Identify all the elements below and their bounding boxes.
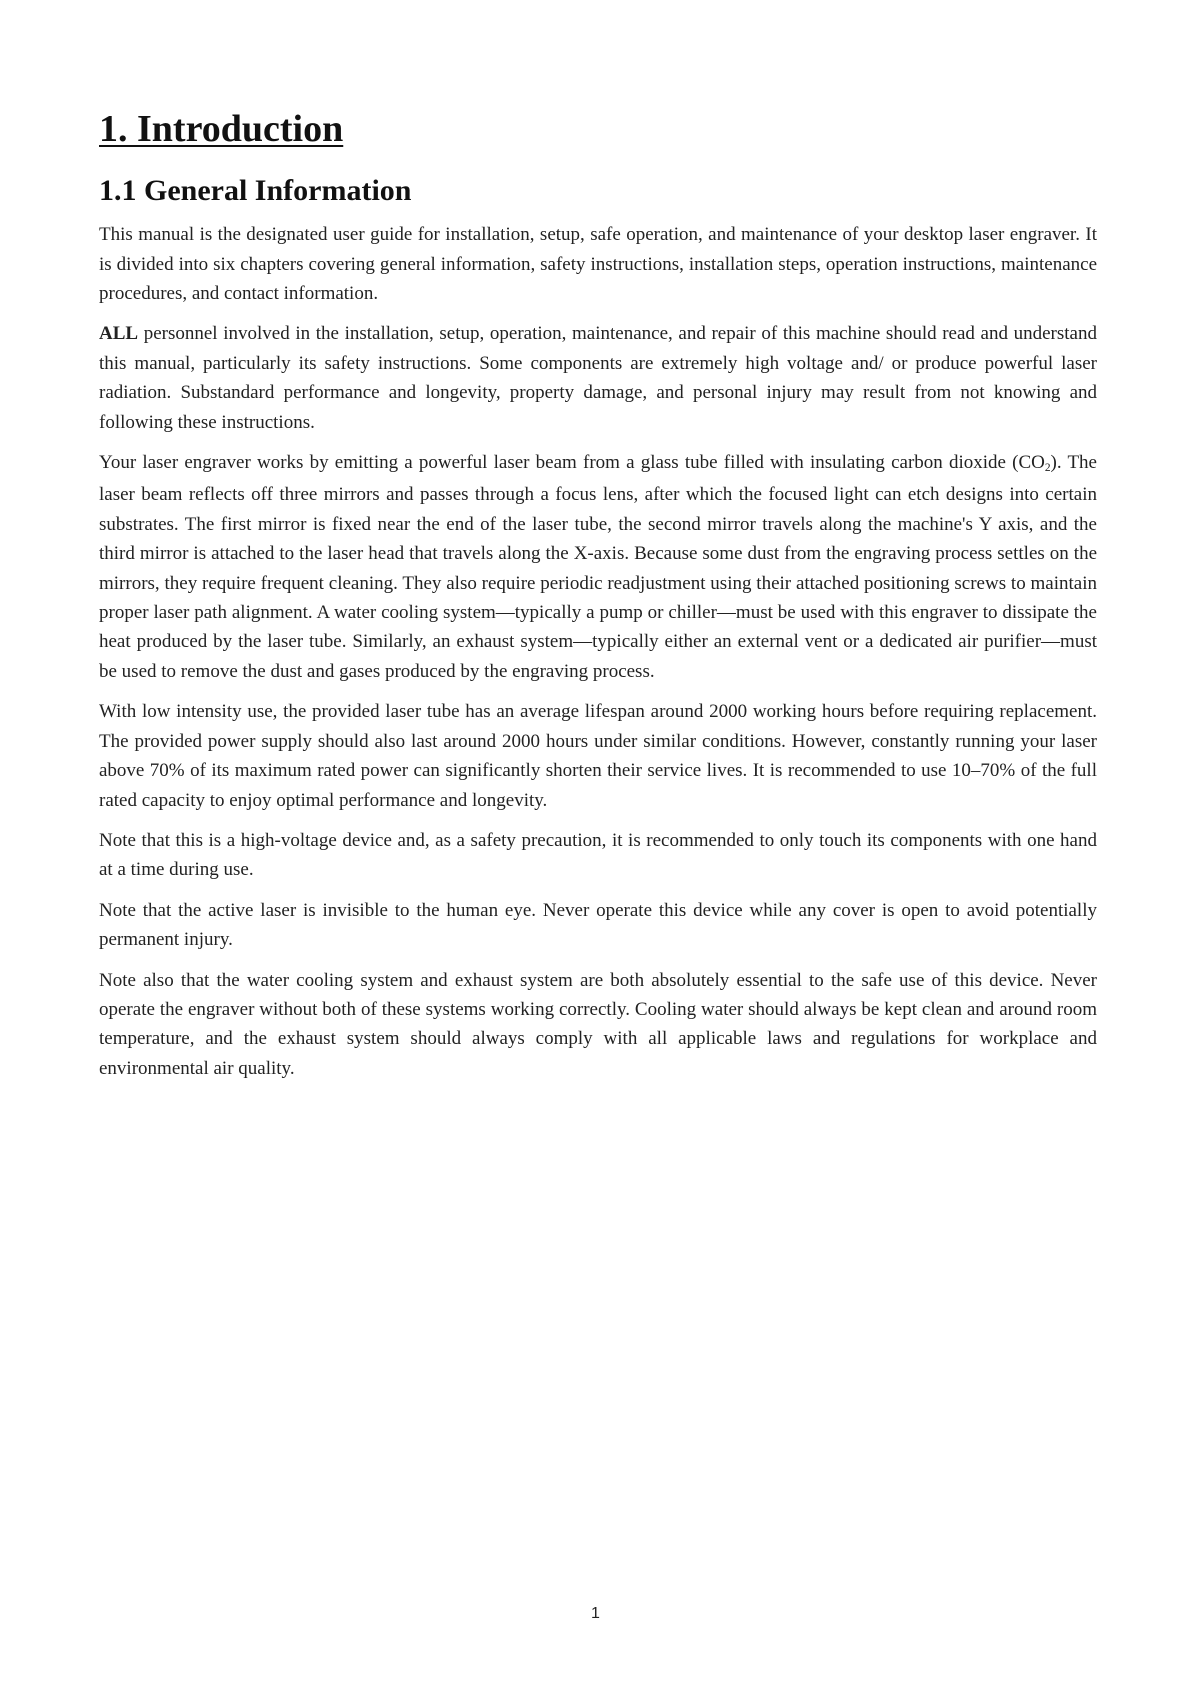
paragraph-personnel-text: personnel involved in the installation, setup, operation, maintenance, and repair of this machine should read and understand this manual, particularly its safety instructions. Some components are extremely high voltage and/ or produce powerful laser radiation. Substandard performance and longevity, property damage, and personal injury may result from not knowing and following these instructions. (99, 323, 1097, 433)
paragraph-personnel (99, 319, 1097, 437)
paragraph-note-high-voltage: Note that this is a high-voltage device and, as a safety precaution, it is recommended to only touch its components with one hand at a time during use. (99, 829, 1097, 881)
paragraph-note-cooling-exhaust: Note also that the water cooling system and exhaust system are both absolutely essential to the safe use of this device. Never operate the engraver without both of these systems working correctly. Cooling water should always be kept clean and around room temperature, and the exhaust system should always comply with all applicable laws and regulations for workplace and environmental air quality. (99, 969, 1097, 1079)
chapter-title: 1. Introduction (99, 108, 344, 150)
page-content (99, 108, 1097, 1094)
paragraph-how-it-works-a: Your laser engraver works by emitting a powerful laser beam from a glass tube filled with insulating carbon dioxide (CO (99, 452, 1045, 474)
paragraph-lifespan: With low intensity use, the provided laser tube has an average lifespan around 2000 working hours before requiring replacement. The provided power supply should also last around 2000 hours under similar conditions. However, constantly running your laser above 70% of its maximum rated power can significantly shorten their service lives. It is recommended to use 10–70% of the full rated capacity to enjoy optimal performance and longevity. (99, 701, 1097, 811)
section-title: 1.1 General Information (99, 173, 412, 207)
paragraph-how-it-works (99, 448, 1097, 686)
paragraph-lead-bold: ALL (99, 323, 139, 345)
paragraph-note-invisible-laser: Note that the active laser is invisible to the human eye. Never operate this device while any cover is open to avoid potentially permanent injury. (99, 899, 1097, 951)
page-number: 1 (591, 1605, 600, 1622)
paragraph-overview: This manual is the designated user guide for installation, setup, safe operation, and maintenance of your desktop laser engraver. It is divided into six chapters covering general information, safety instructions, installation steps, operation instructions, maintenance procedures, and contact information. (99, 224, 1097, 304)
subscript-2: 2 (1044, 461, 1051, 474)
paragraph-how-it-works-b: ). The laser beam reflects off three mirrors and passes through a focus lens, after which the focused light can etch designs into certain substrates. The first mirror is fixed near the end of the laser tube, the second mirror travels along the machine's Y axis, and the third mirror is attached to the laser head that travels along the X-axis. Because some dust from the engraving process settles on the mirrors, they require frequent cleaning. They also require periodic readjustment using their attached positioning screws to maintain proper laser path alignment. A water cooling system—typically a pump or chiller—must be used with this engraver to dissipate the heat produced by the laser tube. Similarly, an exhaust system—typically either an external vent or a dedicated air purifier—must be used to remove the dust and gases produced by the engraving process. (99, 452, 1097, 682)
